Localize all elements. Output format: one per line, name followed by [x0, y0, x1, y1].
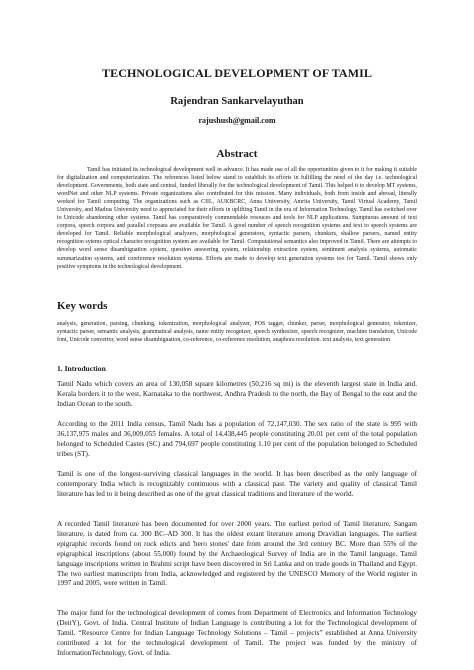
author-email: rajushush@gmail.com — [198, 116, 276, 125]
author-name: Rajendran Sankarvelayuthan — [170, 96, 304, 107]
paragraph-5: The major fund for the technological development of comes from Department of Electronics and Information Technology (DeitY), Govt. of India. Central Institute of Indian Language is contributing a lot for the Technological development of Tamil. “Resource Centre for Indian Language Technology Solutions – Tamil – projects” established at Anna University contributed a lot for the technological development of Tamil. The project was funded by the ministry of InformationTechnology, Govt. of India. — [57, 609, 417, 657]
section-heading: 1. Introduction — [57, 364, 106, 373]
abstract-heading: Abstract — [216, 148, 258, 160]
paragraph-3: Tamil is one of the longest-surviving classical languages in the world. It has been described as the only language of contemporary India which is recognizably continuous with a classical past. The variety and quality of classical Tamil literature has led to it being described as one of the great classical traditions and literature of the world. — [57, 470, 417, 498]
paragraph-2: According to the 2011 India census, Tamil Nadu has a population of 72,147,030. The sex ratio of the state is 995 with 36,137,975 males and 36,009,055 females. A total of 14,438,445 people constituting 20.01 per cent of the total population belonged to Scheduled Castes (SC) and 794,697 people constituting 1.10 per cent of the population belonged to Scheduled tribes (ST). — [57, 420, 417, 458]
paragraph-4: A recorded Tamil literature has been documented for over 2000 years. The earliest period of Tamil literature, Sangam literature, is dated from ca. 300 BC–AD 300. It has the oldest extant literature among Dravidian languages. The earliest epigraphic records found on rock edicts and 'hero stones' date from around the 3rd century BC. More than 55% of the epigraphical inscriptions (about 55,000) found by the Archaeological Survey of India are in the Tamil language. Tamil language inscriptions written in Brahmi script have been discovered in Sri Lanka and on trade goods in Thailand and Egypt. The two earliest manuscripts from India, acknowledged and registered by the UNESCO Memory of the World register in 1997 and 2005, were written in Tamil. — [57, 520, 417, 588]
keywords-text: analysis, generation, parsing, chunking, tokenization, morphological analyzer, POS tagger, chunker, parser, morphological generator, tokenizer, syntactic parser, semantic analysis, grammatical analysis, name entity recognizer, speech synthesizer, speech recognizer, machine translation, Unicode font, Unicode convertor, word sense disambiguation, co-reference, co-reference resolution, anaphora resolution. text analysis, text generation — [57, 321, 417, 344]
paper-title: TECHNOLOGICAL DEVELOPMENT OF TAMIL — [102, 66, 372, 80]
keywords-heading: Key words — [57, 300, 108, 312]
abstract-text: Tamil has initiated its technological development well in advance. It has made use of all the opportunities given to it for making it suitable for digitalization and computerization. The references listed below stand to establish its efforts in fulfilling the need of the day i.e. technological development. Governments, both state and central, funded liberally for the technological development of Tamil. This helped it to develop MT systems, wordNet and other NLP systems. Private organizations also contributed for this mission. Many individuals, both from inside and abroad, literally worked for Tamil computing. The organizations such as CIIL, AUKBCRC, Anna University, Amrita University, Tamil Virtual Academy, Tamil University, and Madras University need to appreciated for their efforts in uplifting Tamil in the era of Information Technology. Tamil has switched over to Unicode abandoning other systems. Tamil has comparatively commendable resouces and tools for NLP applications. Sumptuous amount of text corpora, speech corpora and parallel corpoara are available for Tamil. A good number of speech recognition systems and text to speech systems are developed for Tamil. Reliable morphological analyzers, morphological generators, syntactic parsers, chunkers, shallow parsers, named entity recognition sytems optical character recognition system are available for Tamil. Computational semantics also improved in Tamil. There are attempts to develop word sense disambiguation system, question answering system, relationship extraction system, sentiment analysis systems, automatic summarization systems, and coreference resolution systems. Efforts are made to develop text generation systems too for Tamil. Tamil shows only positive symptoms in the technological development. — [57, 167, 417, 270]
paragraph-1: Tamil Nadu which covers an area of 130,058 square kilometres (50,216 sq mi) is the eleventh largest state in India and. Kerala borders it to the west, Karnataka to the northwest, Andhra Pradesh to the north, the Bay of Bengal to the east and the Indian Ocean to the south. — [57, 380, 417, 408]
